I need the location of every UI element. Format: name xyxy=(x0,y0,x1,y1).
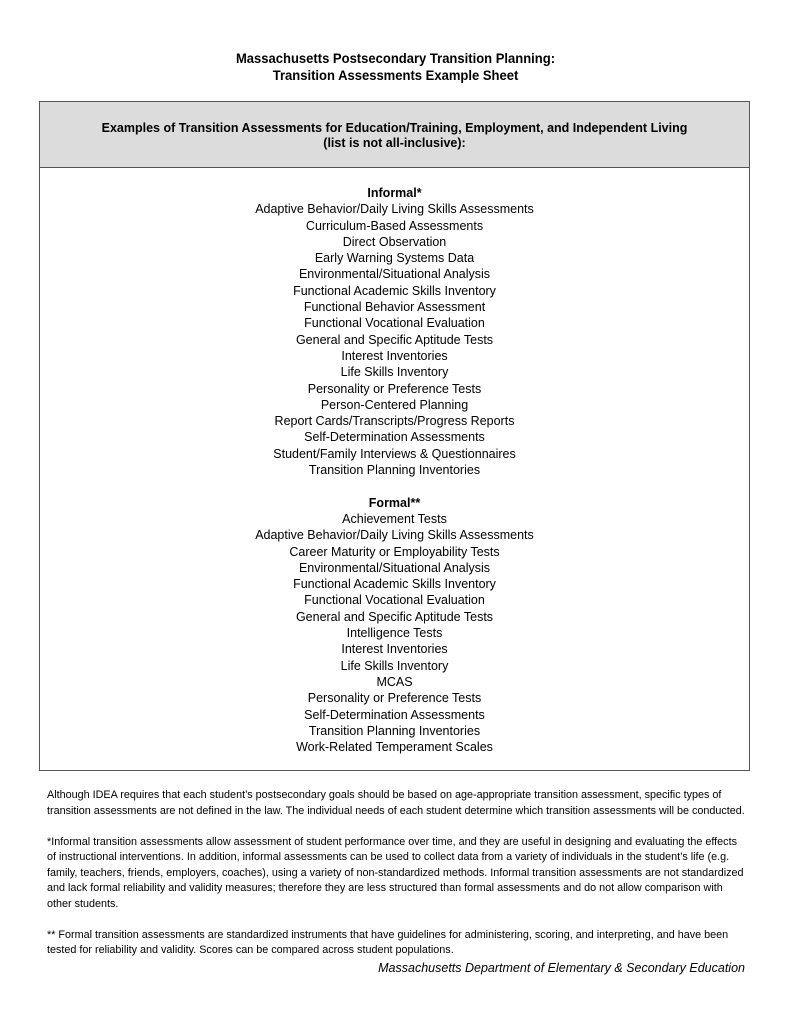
informal-item: Functional Vocational Evaluation xyxy=(304,316,485,331)
assessments-box-header xyxy=(40,102,749,168)
formal-item: Environmental/Situational Analysis xyxy=(298,560,491,575)
assessments-box xyxy=(39,101,750,771)
formal-item: Functional Vocational Evaluation xyxy=(304,593,485,608)
informal-item: Student/Family Interviews & Questionnaires xyxy=(273,446,516,461)
informal-footnote: *Informal transition assessments allow assessment of student performance over time, and they are useful in designing and evaluating the effects of instructional interventions. In addition, informal assessments can be used to collect data from a variety of individuals in the student’s life (e.g. family, teachers, friends, employers, coaches), using a variety of non-standardized methods. Informal transition assessments are not standardized and lack formal reliability and validity measures; therefore they are less structured than formal assessments and do not allow comparison with other students. xyxy=(47,835,744,910)
informal-list xyxy=(40,201,749,478)
page-title xyxy=(28,50,764,84)
formal-list xyxy=(40,511,749,755)
informal-item: Personality or Preference Tests xyxy=(307,381,482,396)
assessments-list-area xyxy=(40,168,749,755)
informal-item: Functional Academic Skills Inventory xyxy=(293,283,496,298)
formal-item: Interest Inventories xyxy=(341,642,448,657)
formal-item: Intelligence Tests xyxy=(346,626,443,641)
informal-item: Direct Observation xyxy=(342,234,447,249)
informal-item: Interest Inventories xyxy=(341,348,448,363)
notes-section xyxy=(47,788,747,974)
formal-item: Career Maturity or Employability Tests xyxy=(289,544,500,559)
informal-item: Self-Determination Assessments xyxy=(304,430,485,445)
informal-item: Life Skills Inventory xyxy=(340,365,449,380)
informal-item: Transition Planning Inventories xyxy=(308,463,481,478)
informal-item: Early Warning Systems Data xyxy=(314,251,475,266)
page-title-line-1: Massachusetts Postsecondary Transition Planning: xyxy=(235,50,556,66)
section-spacer xyxy=(40,478,749,494)
footer-credit: Massachusetts Department of Elementary & Secondary Education xyxy=(378,961,745,975)
informal-item: Adaptive Behavior/Daily Living Skills Assessments xyxy=(255,202,534,217)
formal-item: General and Specific Aptitude Tests xyxy=(295,609,494,624)
formal-item: Personality or Preference Tests xyxy=(307,691,482,706)
formal-item: MCAS xyxy=(376,674,413,689)
formal-item: Transition Planning Inventories xyxy=(308,723,481,738)
formal-item: Self-Determination Assessments xyxy=(304,707,485,722)
formal-item: Life Skills Inventory xyxy=(340,658,449,673)
page-title-line-2: Transition Assessments Example Sheet xyxy=(272,67,519,83)
formal-item: Functional Academic Skills Inventory xyxy=(293,577,496,592)
formal-item: Achievement Tests xyxy=(342,511,447,526)
box-header-line-1: Examples of Transition Assessments for Education/Training, Employment, and Independent Living xyxy=(101,121,688,135)
formal-footnote: ** Formal transition assessments are standardized instruments that have guidelines for administering, scoring, and interpreting, and have been tested for reliability and validity. Scores can be compared across student populations. xyxy=(47,928,729,956)
informal-item: Functional Behavior Assessment xyxy=(303,300,486,315)
formal-item: Work-Related Temperament Scales xyxy=(296,740,493,755)
informal-item: Environmental/Situational Analysis xyxy=(298,267,491,282)
informal-item: Curriculum-Based Assessments xyxy=(305,218,484,233)
informal-item: Report Cards/Transcripts/Progress Reports xyxy=(274,414,515,429)
informal-item: General and Specific Aptitude Tests xyxy=(295,332,494,347)
formal-item: Adaptive Behavior/Daily Living Skills Assessments xyxy=(255,528,534,543)
informal-heading: Informal* xyxy=(367,186,422,200)
box-header-line-2: (list is not all-inclusive): xyxy=(323,136,466,150)
formal-heading: Formal** xyxy=(368,495,421,510)
informal-item: Person-Centered Planning xyxy=(320,397,469,412)
idea-requirement-note: Although IDEA requires that each student’s postsecondary goals should be based on age-appropriate transition assessment, specific types of transition assessments are not defined in the law. The individual needs of each student determine which transition assessments will be conducted. xyxy=(47,789,745,817)
